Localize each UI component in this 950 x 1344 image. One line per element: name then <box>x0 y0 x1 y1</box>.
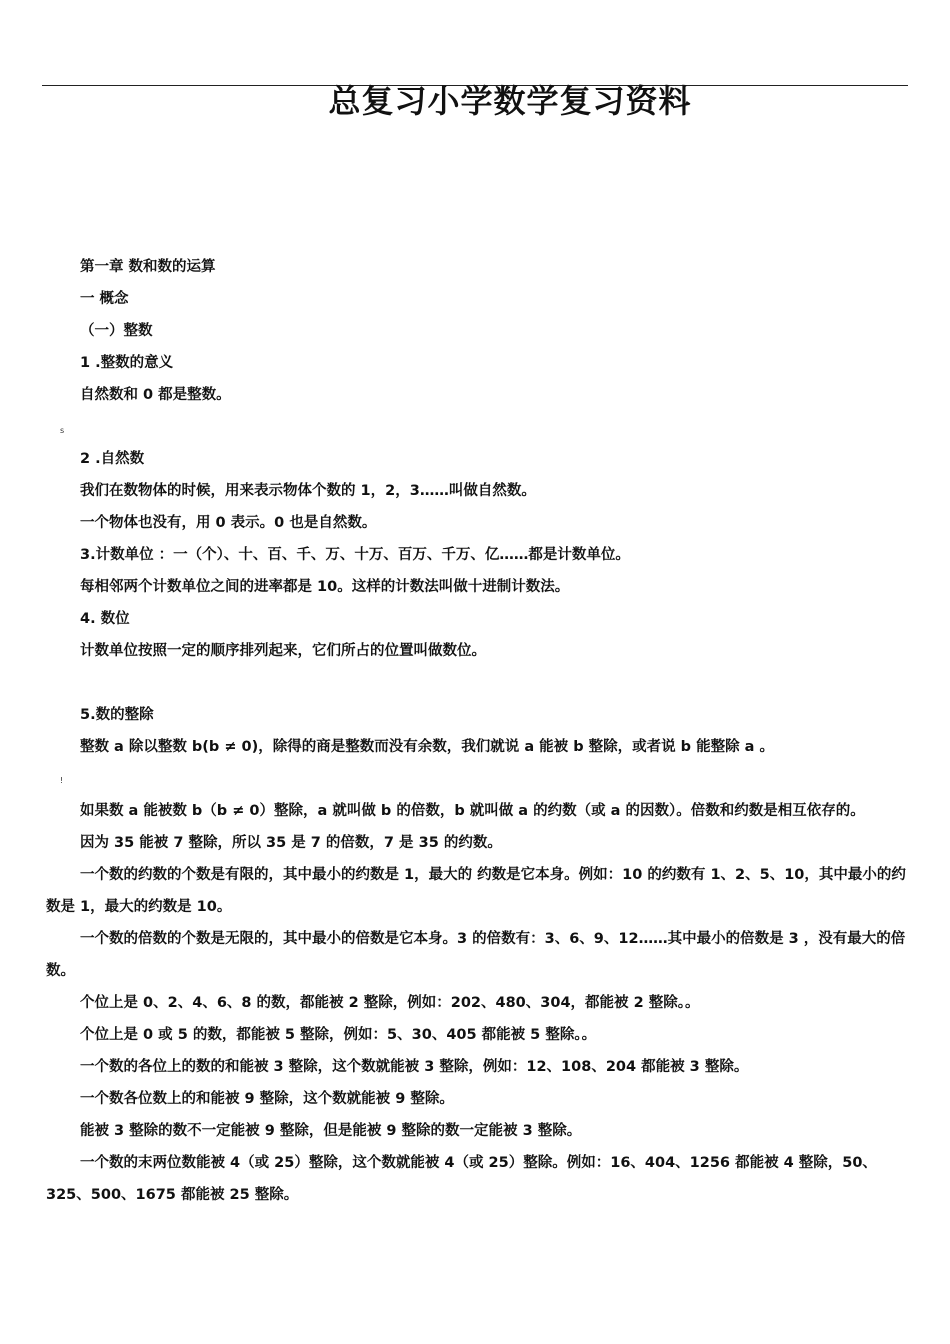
body-line: 每相邻两个计数单位之间的进率都是 10。这样的计数法叫做十进制计数法。 <box>80 579 570 595</box>
chapter-heading: 第一章 数和数的运算 <box>80 259 216 275</box>
body-paragraph: 一个数的末两位数能被 4（或 25）整除，这个数就能被 4（或 25）整除。例如：16、404、1256 都能被 4 整除，50、325、500、1675 都能被 25 整除。 <box>46 1155 877 1203</box>
body-paragraph: 个位上是 0 或 5 的数，都能被 5 整除，例如：5、30、405 都能被 5 整除。。 <box>80 1027 597 1043</box>
section-heading: 一 概念 <box>80 291 129 307</box>
blank-line <box>46 411 910 443</box>
item-heading: 4. 数位 <box>80 611 130 627</box>
document-title: 总复习小学数学复习资料 <box>328 82 692 120</box>
body-paragraph: 如果数 a 能被数 b（b ≠ 0）整除，a 就叫做 b 的倍数，b 就叫做 a 的约数（或 a 的因数）。倍数和约数是相互依存的。 <box>80 803 865 819</box>
stray-mark: s <box>60 426 65 435</box>
document-body <box>46 251 910 1211</box>
stray-mark: ! <box>60 776 64 785</box>
item-heading: 5.数的整除 <box>80 707 154 723</box>
body-line: 一个物体也没有，用 0 表示。0 也是自然数。 <box>80 515 377 531</box>
body-line: 自然数和 0 都是整数。 <box>80 387 231 403</box>
body-paragraph: 一个数的约数的个数是有限的，其中最小的约数是 1，最大的 约数是它本身。例如：10 的约数有 1、2、5、10，其中最小的约数是 1，最大的约数是 10。 <box>46 867 906 915</box>
body-line: 整数 a 除以整数 b(b ≠ 0)，除得的商是整数而没有余数，我们就说 a 能被 b 整除，或者说 b 能整除 a 。 <box>80 739 774 755</box>
body-paragraph: 能被 3 整除的数不一定能被 9 整除，但是能被 9 整除的数一定能被 3 整除。 <box>80 1123 582 1139</box>
body-paragraph: 一个数的各位上的数的和能被 3 整除，这个数就能被 3 整除，例如：12、108、204 都能被 3 整除。 <box>80 1059 749 1075</box>
body-paragraph: 一个数的倍数的个数是无限的，其中最小的倍数是它本身。3 的倍数有：3、6、9、12……其中最小的倍数是 3 ，没有最大的倍数。 <box>46 931 906 979</box>
body-paragraph: 个位上是 0、2、4、6、8 的数，都能被 2 整除，例如：202、480、304，都能被 2 整除。。 <box>80 995 700 1011</box>
body-line: 计数单位按照一定的顺序排列起来，它们所占的位置叫做数位。 <box>80 643 486 659</box>
body-paragraph: 一个数各位数上的和能被 9 整除，这个数就能被 9 整除。 <box>80 1091 454 1107</box>
body-paragraph: 因为 35 能被 7 整除，所以 35 是 7 的倍数，7 是 35 的约数。 <box>80 835 502 851</box>
blank-line <box>46 667 910 699</box>
item-heading: 1 .整数的意义 <box>80 355 174 371</box>
body-line: 3.计数单位 ：一（个）、十、百、千、万、十万、百万、千万、亿……都是计数单位。 <box>80 547 630 563</box>
body-line: 我们在数物体的时候，用来表示物体个数的 1，2，3……叫做自然数。 <box>80 483 536 499</box>
blank-line <box>46 763 910 795</box>
subsection-heading: （一）整数 <box>80 323 153 339</box>
item-heading: 2 .自然数 <box>80 451 145 467</box>
